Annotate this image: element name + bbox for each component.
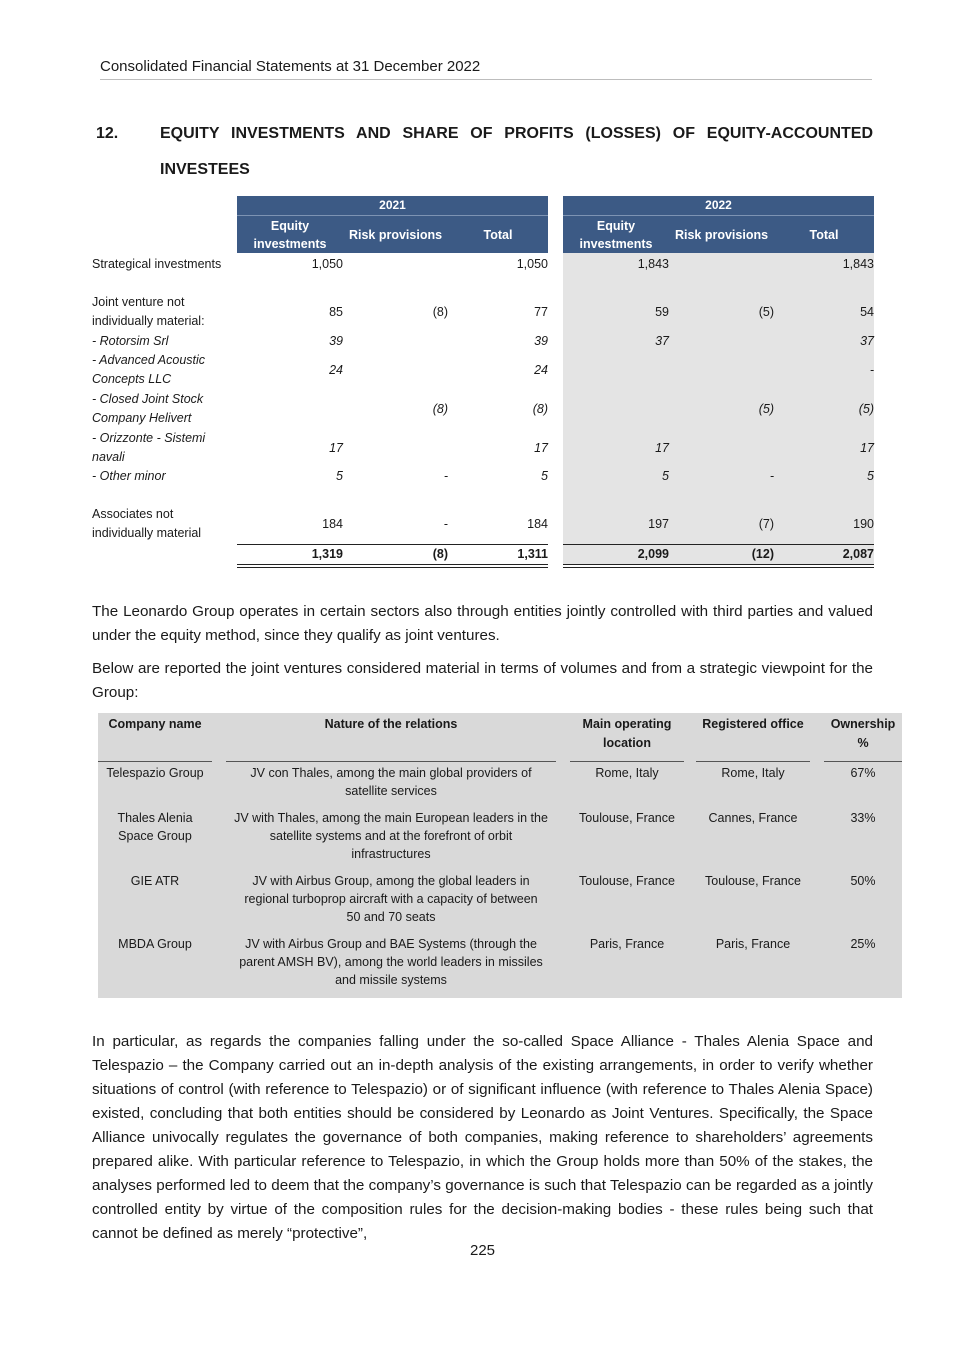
jv-office: Toulouse, France	[705, 874, 801, 888]
cell-value: 190	[853, 517, 874, 531]
cell-value: 1,050	[311, 257, 343, 271]
total-value: 1,311	[517, 547, 548, 561]
cell-value: 1,050	[516, 257, 548, 271]
cell-value: 85	[329, 305, 343, 319]
year-header-2021: 2021	[237, 196, 548, 215]
col-header-total-2021: Total	[448, 215, 548, 253]
jv-ownership: 25%	[850, 937, 876, 951]
cell-value: 5	[541, 469, 548, 483]
col-header-risk-2022: Risk provisions	[669, 215, 774, 253]
total-value: (8)	[432, 547, 448, 561]
jv-location: Rome, Italy	[595, 766, 659, 780]
cell-value: -	[443, 517, 448, 531]
section-heading	[96, 116, 873, 188]
jv-company: Thales Alenia Space Group	[117, 811, 193, 843]
paragraph-jv-list: Below are reported the joint ventures considered material in terms of volumes and from a strategic viewpoint for the Group:	[92, 660, 873, 701]
cell-value: 17	[534, 441, 548, 455]
section-title: EQUITY INVESTMENTS AND SHARE OF PROFITS (LOSSES) OF EQUITY-ACCOUNTED INVESTEES	[160, 125, 873, 178]
cell-value: (8)	[432, 402, 448, 416]
total-value: 2,099	[637, 547, 669, 561]
cell-value: 5	[867, 469, 874, 483]
jv-location: Toulouse, France	[579, 874, 675, 888]
cell-value: 1,843	[842, 257, 874, 271]
paragraph-space-alliance: In particular, as regards the companies falling under the so-called Space Alliance - Thales Alenia Space and Telespazio – the Company carried out an in-depth analysis of the existing arrangements, in order to verify whether situations of control (with reference to Telespazio) or of significant influence (with reference to Thales Alenia Space) existed, concluding that both entities should be considered by Leonardo as Joint Ventures. Specifically, the Space Alliance univocally regulates the governance of both companies, making reference to shareholders’ agreements prepared alike. With particular reference to Telespazio, in which the Group holds more than 50% of the stakes, the analyses performed led to deem that the company’s governance is such that Telespazio can be regarded as a jointly controlled entity by virtue of the composition rules for the decision-making bodies - these rules being such that cannot be defined as merely “protective”,	[92, 1033, 873, 1242]
row-label: Strategical investments	[92, 257, 222, 271]
document-header: Consolidated Financial Statements at 31 December 2022	[100, 58, 872, 80]
jv-nature: JV with Thales, among the main European leaders in the satellite systems and at the forefront of orbit infrastructures	[234, 811, 548, 861]
total-value: 1,319	[311, 547, 343, 561]
cell-value: 39	[534, 334, 548, 348]
page-number: 225	[469, 1242, 496, 1259]
section-number: 12.	[96, 125, 119, 142]
jv-ownership: 50%	[850, 874, 876, 888]
jv-company: GIE ATR	[130, 874, 180, 888]
col-header-total-2022: Total	[774, 215, 874, 253]
cell-value: 54	[860, 305, 874, 319]
cell-value: (5)	[758, 402, 774, 416]
joint-ventures-table	[98, 713, 902, 998]
cell-value: 17	[655, 441, 669, 455]
total-double-rule	[563, 564, 874, 565]
jv-header-location: Main operating location	[582, 717, 672, 750]
row-label: Associates not individually material	[92, 507, 202, 540]
jv-header-company: Company name	[108, 717, 202, 731]
cell-value: (5)	[858, 402, 874, 416]
jv-office: Rome, Italy	[721, 766, 785, 780]
jv-header-rule	[226, 761, 556, 762]
cell-value: 17	[860, 441, 874, 455]
cell-value: -	[869, 363, 874, 377]
jv-header-rule	[570, 761, 684, 762]
total-double-rule	[563, 567, 874, 568]
jv-header-office: Registered office	[702, 717, 804, 731]
row-label: - Rotorsim Srl	[92, 334, 169, 348]
jv-ownership: 33%	[850, 811, 876, 825]
jv-company: MBDA Group	[118, 937, 192, 951]
jv-nature: JV with Airbus Group and BAE Systems (through the parent AMSH BV), among the world leaders in missiles and missile systems	[239, 937, 543, 987]
jv-ownership: 67%	[850, 766, 876, 780]
col-header-risk-2021: Risk provisions	[343, 215, 448, 253]
jv-header-ownership: Ownership %	[830, 717, 896, 750]
row-label: - Orizzonte - Sistemi navali	[92, 431, 206, 464]
jv-nature: JV with Airbus Group, among the global leaders in regional turboprop aircraft with a capacity of between 50 and 70 seats	[244, 874, 538, 924]
cell-value: -	[443, 469, 448, 483]
cell-value: (8)	[532, 402, 548, 416]
total-value: (12)	[751, 547, 774, 561]
year-header-2022: 2022	[563, 196, 874, 215]
jv-header-rule	[696, 761, 810, 762]
row-label: - Closed Joint Stock Company Helivert	[92, 392, 204, 425]
cell-value: 37	[860, 334, 874, 348]
cell-value: 77	[534, 305, 548, 319]
col-header-equity-2022: Equity investments	[563, 215, 669, 253]
cell-value: 184	[527, 517, 548, 531]
jv-nature: JV con Thales, among the main global providers of satellite services	[250, 766, 532, 798]
col-header-equity-2021: Equity investments	[237, 215, 343, 253]
row-label: - Advanced Acoustic Concepts LLC	[92, 353, 206, 386]
total-double-rule	[237, 567, 548, 568]
cell-value: 59	[655, 305, 669, 319]
jv-header-nature: Nature of the relations	[324, 717, 458, 731]
cell-value: 5	[336, 469, 343, 483]
jv-location: Paris, France	[589, 937, 665, 951]
cell-value: -	[769, 469, 774, 483]
cell-value: 24	[534, 363, 548, 377]
jv-office: Paris, France	[715, 937, 791, 951]
cell-value: 184	[322, 517, 343, 531]
cell-value: (5)	[758, 305, 774, 319]
paragraph-intro: The Leonardo Group operates in certain sectors also through entities jointly controlled with third parties and valued under the equity method, since they qualify as joint ventures.	[92, 603, 873, 644]
cell-value: (8)	[432, 305, 448, 319]
cell-value: 17	[329, 441, 343, 455]
total-value: 2,087	[842, 547, 874, 561]
cell-value: 24	[329, 363, 343, 377]
row-label: - Other minor	[92, 469, 166, 483]
jv-company: Telespazio Group	[106, 766, 204, 780]
jv-office: Cannes, France	[708, 811, 798, 825]
jv-location: Toulouse, France	[579, 811, 675, 825]
jv-header-rule	[98, 761, 212, 762]
row-label: Joint venture not individually material:	[92, 295, 205, 328]
cell-value: 1,843	[637, 257, 669, 271]
total-double-rule	[237, 564, 548, 565]
cell-value: 37	[655, 334, 669, 348]
cell-value: 39	[329, 334, 343, 348]
cell-value: 5	[662, 469, 669, 483]
cell-value: (7)	[758, 517, 774, 531]
jv-header-rule	[824, 761, 902, 762]
cell-value: 197	[648, 517, 669, 531]
